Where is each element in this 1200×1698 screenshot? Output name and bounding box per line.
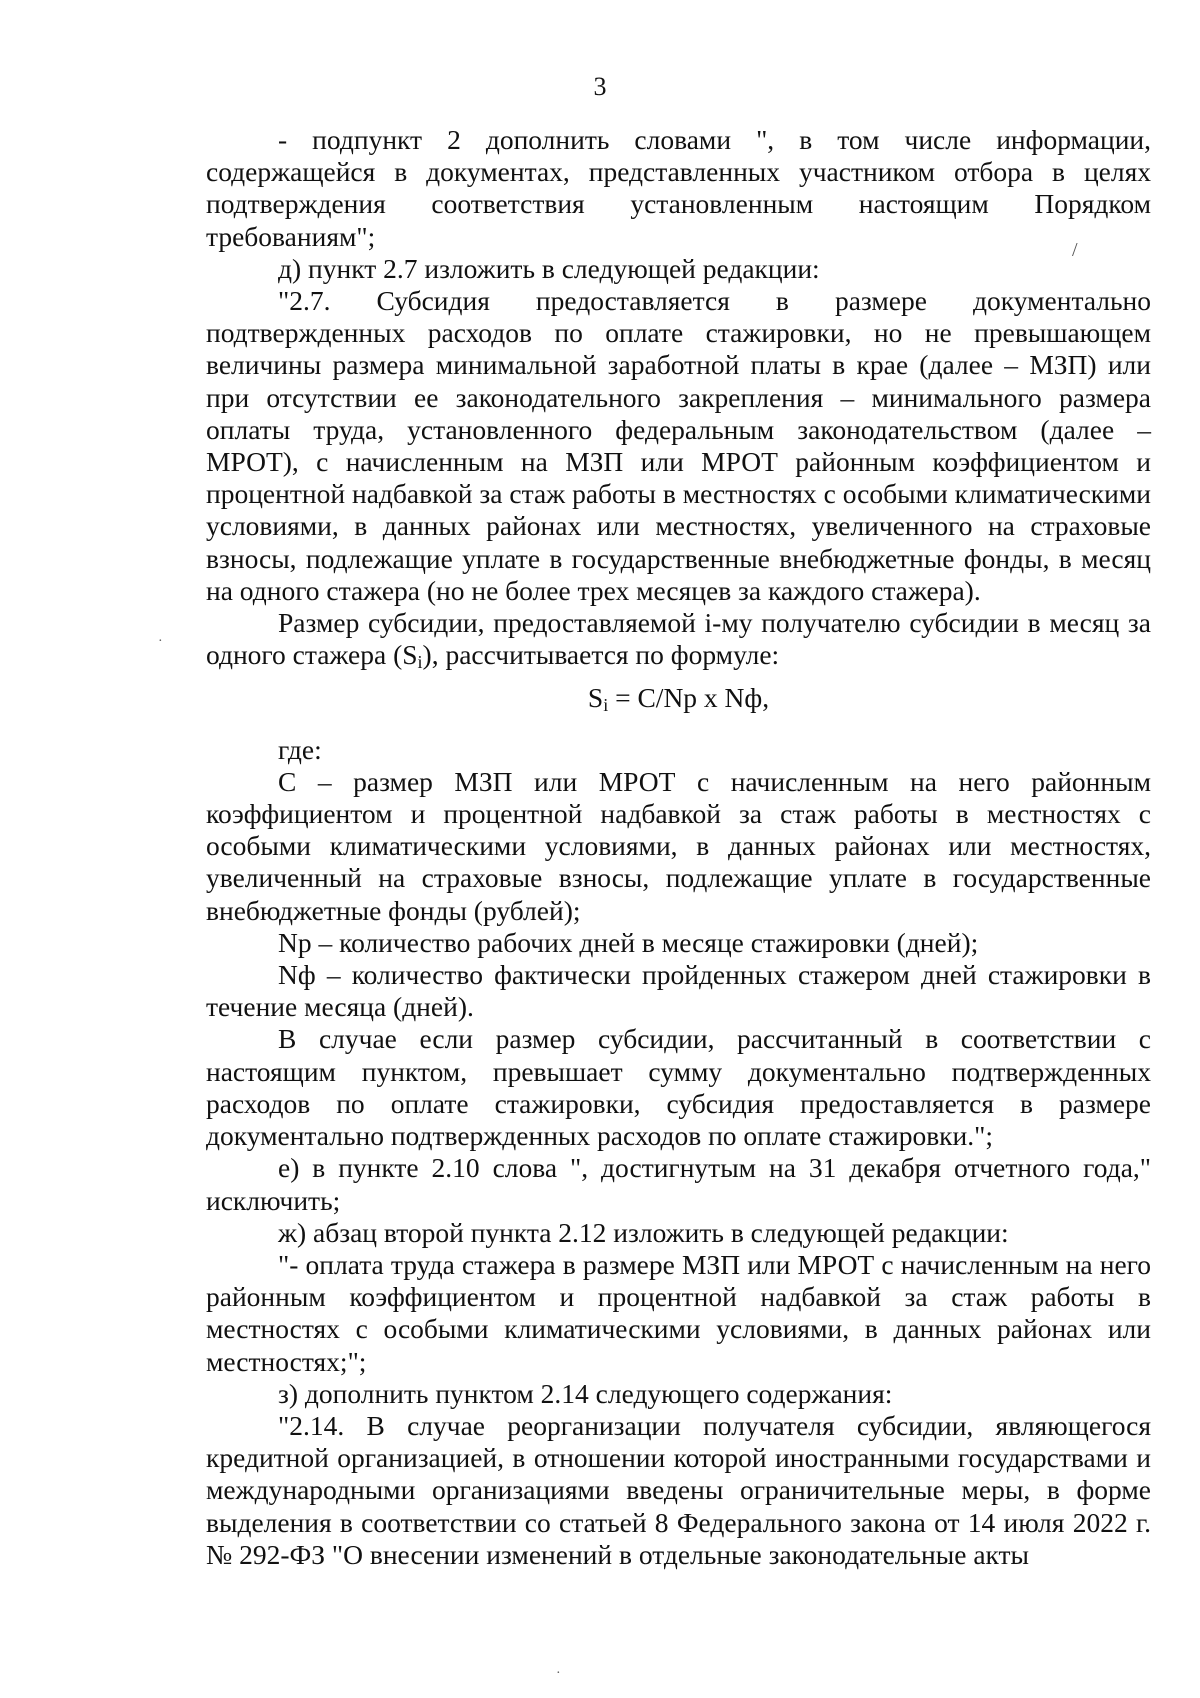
definition-c: С – размер МЗП или МРОТ с начисленным на него районным коэффициентом и процентной надбавкой за стаж работы в местностях с особыми климатическими условиями, в данных районах или местностях, увеличенный на страховые взносы, подлежащие уплате в государственные внебюджетные фонды (рублей); xyxy=(206,765,1151,926)
scan-mark-slash: / xyxy=(1072,239,1078,261)
paragraph-item-e: е) в пункте 2.10 слова ", достигнутым на 31 декабря отчетного года," исключить; xyxy=(206,1152,1151,1216)
formula-lhs-subscript: i xyxy=(603,695,609,716)
page-number: 3 xyxy=(593,72,607,101)
paragraph-where: где: xyxy=(278,733,322,765)
paragraph-subsidy-size xyxy=(206,607,1151,678)
formula xyxy=(206,682,1151,721)
subsidy-size-subscript: i xyxy=(417,652,423,673)
paragraph-subpoint-2: - подпункт 2 дополнить словами ", в том числе информации, содержащейся в документах, представленных участником отбора в целях подтверждения соответствия установленным настоящим Порядком требованиям"; xyxy=(206,124,1151,252)
paragraph-item-z: з) дополнить пунктом 2.14 следующего содержания: xyxy=(278,1377,893,1409)
formula-lhs: S xyxy=(587,682,604,714)
scan-mark-dot-bottom: · xyxy=(556,1666,561,1681)
paragraph-item-d: д) пункт 2.7 изложить в следующей редакции: xyxy=(278,252,820,284)
paragraph-item-zh: ж) абзац второй пункта 2.12 изложить в следующей редакции: xyxy=(278,1216,1009,1248)
definition-nf: Nф – количество фактически пройденных стажером дней стажировки в течение месяца (дней). xyxy=(206,959,1151,1023)
formula-rhs: = C/Np x Nф, xyxy=(608,682,770,714)
definition-np: Np – количество рабочих дней в месяце стажировки (дней); xyxy=(278,926,979,958)
scan-mark-dot-left: · xyxy=(158,634,163,649)
paragraph-2-7: "2.7. Субсидия предоставляется в размере документально подтвержденных расходов по оплате стажировки, но не превышающем величины размера минимальной заработной платы в крае (далее – МЗП) или при отсутствии ее законодательного закрепления – минимального размера оплаты труда, установленного федеральным законодательством (далее – МРОТ), с начисленным на МЗП или МРОТ районным коэффициентом и процентной надбавкой за стаж работы в местностях с особыми климатическими условиями, в данных районах или местностях, увеличенного на страховые взносы, подлежащие уплате в государственные внебюджетные фонды, в месяц на одного стажера (но не более трех месяцев за каждого стажера). xyxy=(206,285,1151,606)
paragraph-labor-payment: "- оплата труда стажера в размере МЗП или МРОТ с начисленным на него районным коэффициентом и процентной надбавкой за стаж работы в местностях с особыми климатическими условиями, в данных районах или местностях;"; xyxy=(206,1248,1151,1377)
subsidy-size-text-end: ), рассчитывается по формуле: xyxy=(422,639,780,671)
paragraph-2-14: "2.14. В случае реорганизации получателя субсидии, являющегося кредитной организацией, в отношении которой иностранными государствами и международными организациями введены ограничительные меры, в форме выделения в соответствии со статьей 8 Федерального закона от 14 июля 2022 г. № 292-ФЗ "О внесении изменений в отдельные законодательные акты xyxy=(206,1409,1151,1570)
subsidy-size-text: Размер субсидии, предоставляемой i-му получателю субсидии в месяц за одного стажера (S xyxy=(206,607,1151,671)
paragraph-exceeds-case: В случае если размер субсидии, рассчитанный в соответствии с настоящим пунктом, превышает сумму документально подтвержденных расходов по оплате стажировки, субсидия предоставляется в размере документально подтвержденных расходов по оплате стажировки."; xyxy=(206,1023,1151,1152)
document-body xyxy=(206,124,1151,1571)
